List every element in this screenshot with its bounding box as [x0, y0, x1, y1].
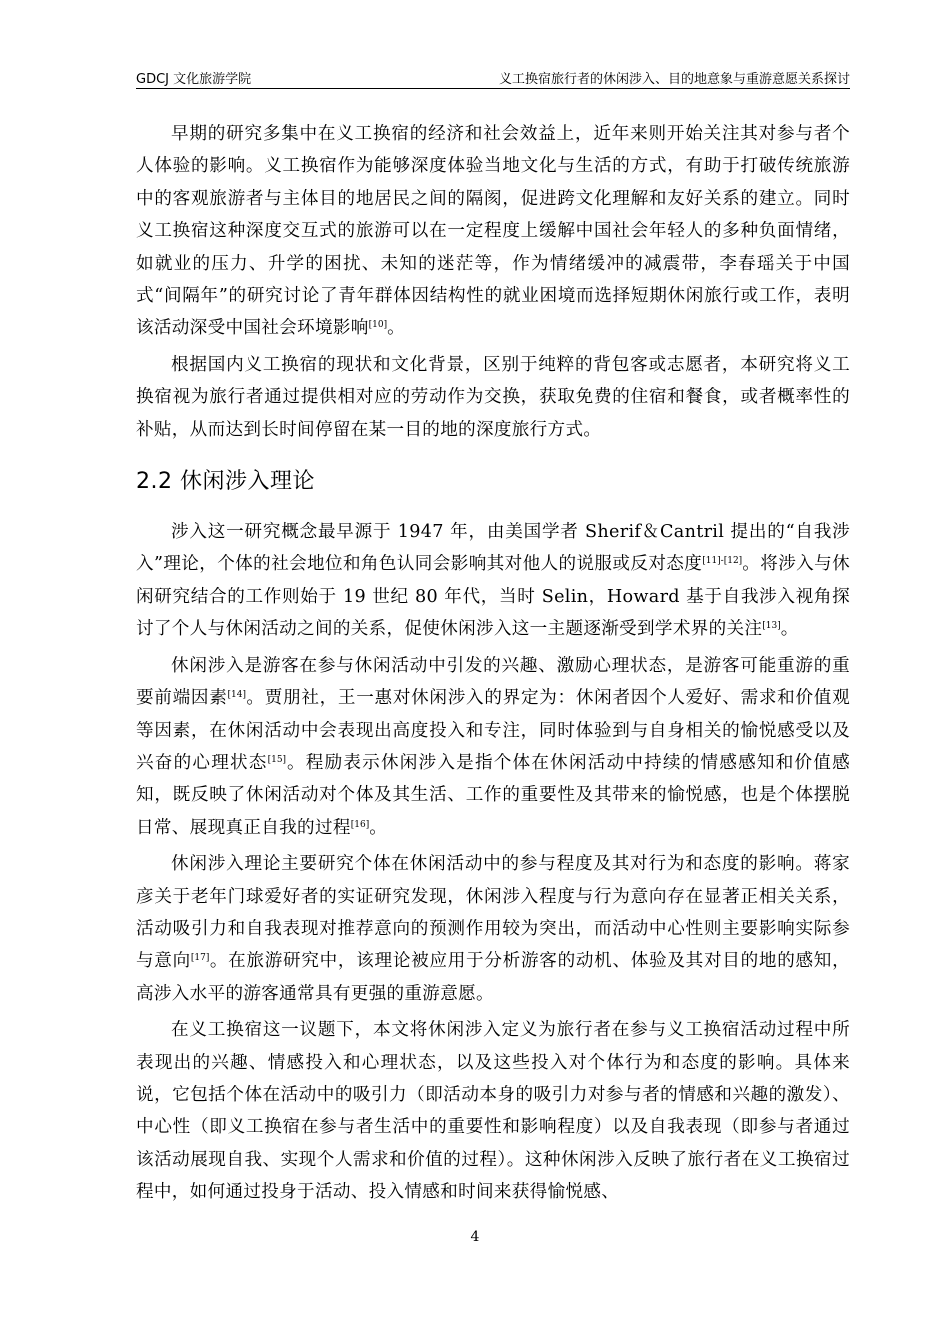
- header-institution: GDCJ 文化旅游学院: [136, 72, 252, 87]
- running-header: [136, 66, 850, 89]
- citation-10: [10]: [368, 320, 388, 331]
- paragraph-4: 休闲涉入是游客在参与休闲活动中引发的兴趣、激励心理状态，是游客可能重游的重要前端因素[14]。贾朋社，王一惠对休闲涉入的界定为：休闲者因个人爱好、需求和价值观等因素，在休闲活动中会表现出高度投入和专注，同时体验到与自身相关的愉悦感受以及兴奋的心理状态[15]。程励表示休闲涉入是指个体在休闲活动中持续的情感感知和价值感知，既反映了休闲活动对个体及其生活、工作的重要性及其带来的愉悦感，也是个体摆脱日常、展现真正自我的过程[16]。: [136, 655, 850, 838]
- citation-15: [15]: [267, 754, 287, 765]
- paragraph-1: 早期的研究多集中在义工换宿的经济和社会效益上，近年来则开始关注其对参与者个人体验的影响。义工换宿作为能够深度体验当地文化与生活的方式，有助于打破传统旅游中的客观旅游者与主体目的地居民之间的隔阂，促进跨文化理解和友好关系的建立。同时义工换宿这种深度交互式的旅游可以在一定程度上缓解中国社会年轻人的多种负面情绪，如就业的压力、升学的困扰、未知的迷茫等，作为情绪缓冲的减震带，李春瑶关于中国式“间隔年”的研究讨论了青年群体因结构性的就业困境而选择短期休闲旅行或工作，表明该活动深受中国社会环境影响[10]。: [136, 124, 850, 339]
- citation-13: [13]: [762, 621, 781, 632]
- citation-11-12: [11]-[12]: [702, 556, 743, 567]
- paragraph-6: 在义工换宿这一议题下，本文将休闲涉入定义为旅行者在参与义工换宿活动过程中所表现出的兴趣、情感投入和心理状态，以及这些投入对个体行为和态度的影响。具体来说，它包括个体在活动中的吸引力（即活动本身的吸引力对参与者的情感和兴趣的激发）、中心性（即义工换宿在参与者生活中的重要性和影响程度）以及自我表现（即参与者通过该活动展现自我、实现个人需求和价值的过程）。这种休闲涉入反映了旅行者在义工换宿过程中，如何通过投身于活动、投入情感和时间来获得愉悦感、: [136, 1020, 850, 1203]
- paragraph-2: 根据国内义工换宿的现状和文化背景，区别于纯粹的背包客或志愿者，本研究将义工换宿视为旅行者通过提供相对应的劳动作为交换，获取免费的住宿和餐食，或者概率性的补贴，从而达到长时间停留在某一目的地的深度旅行方式。: [136, 354, 850, 440]
- paragraph-5: 休闲涉入理论主要研究个体在休闲活动中的参与程度及其对行为和态度的影响。蒋家彦关于老年门球爱好者的实证研究发现，休闲涉入程度与行为意向存在显著正相关关系，活动吸引力和自我表现对推荐意向的预测作用较为突出，而活动中心性则主要影响实际参与意向[17]。在旅游研究中，该理论被应用于分析游客的动机、体验及其对目的地的感知，高涉入水平的游客通常具有更强的重游意愿。: [136, 854, 850, 1004]
- paragraph-1-text: 早期的研究多集中在义工换宿的经济和社会效益上，近年来则开始关注其对参与者个人体验的影响。义工换宿作为能够深度体验当地文化与生活的方式，有助于打破传统旅游中的客观旅游者与主体目的地居民之间的隔阂，促进跨文化理解和友好关系的建立。同时义工换宿这种深度交互式的旅游可以在一定程度上缓解中国社会年轻人的多种负面情绪，如就业的压力、升学的困扰、未知的迷茫等，作为情绪缓冲的减震带，李春瑶关于中国式“间隔年”的研究讨论了青年群体因结构性的就业困境而选择短期休闲旅行或工作，表明该活动深受中国社会环境影响: [136, 124, 850, 339]
- page-body: [136, 118, 850, 1213]
- section-heading: 2.2 休闲涉入理论: [136, 469, 315, 495]
- page-number: 4: [470, 1229, 480, 1245]
- citation-14: [14]: [227, 690, 246, 701]
- citation-16: [16]: [350, 819, 370, 830]
- paragraph-3: 涉入这一研究概念最早源于 1947 年，由美国学者 Sherif＆Cantril 提出的“自我涉入”理论，个体的社会地位和角色认同会影响其对他人的说服或反对态度[11]-[12]。将涉入与休闲研究结合的工作则始于 19 世纪 80 年代，当时 Selin，Howard 基于自我涉入视角探讨了个人与休闲活动之间的关系，促使休闲涉入这一主题逐渐受到学术界的关注[13]。: [136, 522, 850, 640]
- citation-17: [17]: [190, 953, 210, 964]
- header-paper-title: 义工换宿旅行者的休闲涉入、目的地意象与重游意愿关系探讨: [498, 72, 850, 87]
